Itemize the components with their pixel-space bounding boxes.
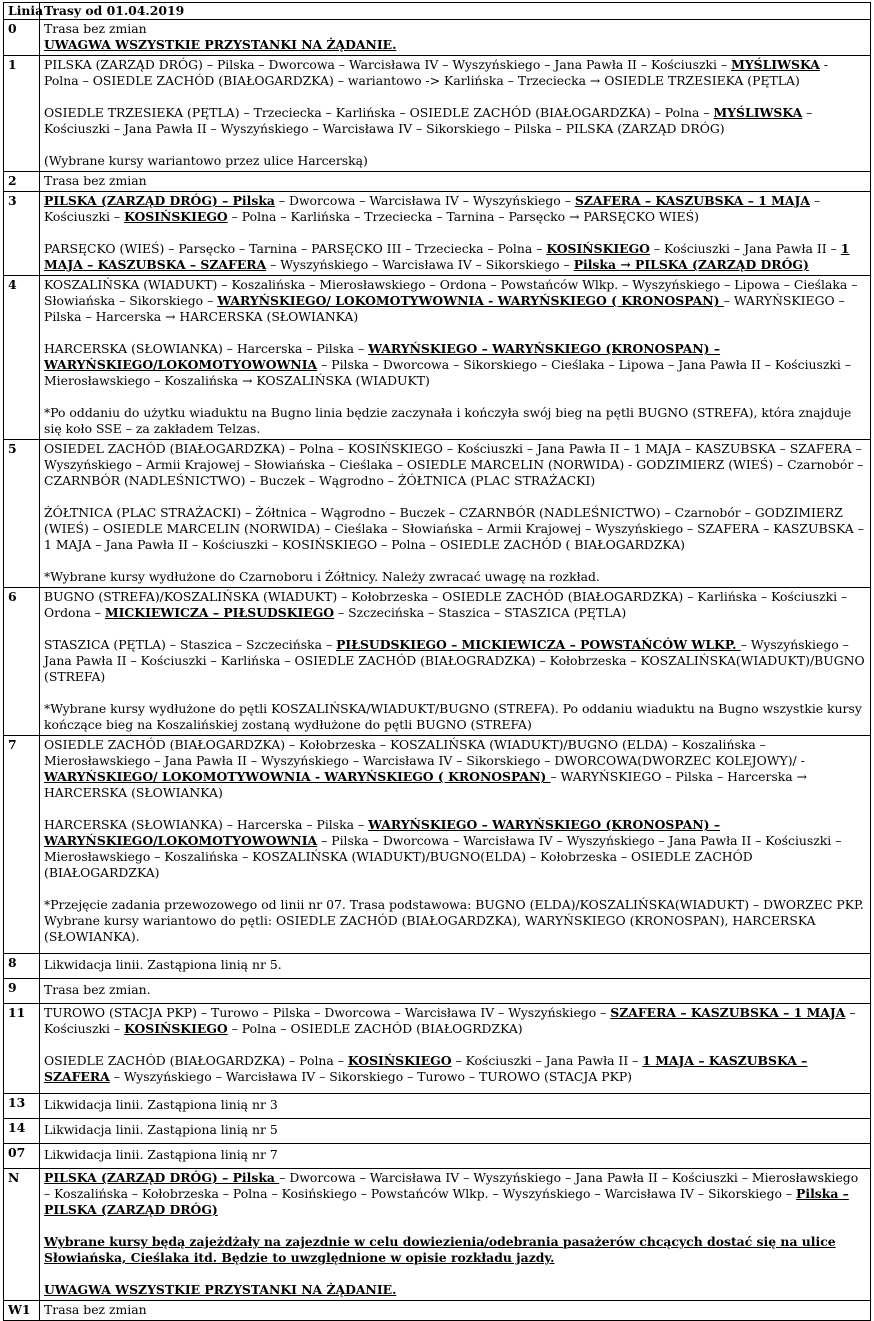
highlighted-stop: MICKIEWICZA – PIŁSUDSKIEGO — [104, 605, 335, 620]
line-number: 07 — [4, 1144, 40, 1169]
route-paragraph — [44, 737, 866, 801]
route-text: – WARYŃSKIEGO – Pilska – Harcerska → HARCERSKA (SŁOWIANKA) — [44, 293, 845, 324]
route-text: – Dworcowa – Warcisława IV – Wyszyńskiego – Jana Pawła II – Kościuszki – Mierosławskiego – Koszalińska – Kołobrzeska – Polna – Kosińskiego – Powstańców Wlkp. – Wyszyńskiego – Warcisława IV – Sikorskiego – — [44, 1170, 859, 1201]
route-paragraph — [44, 1147, 866, 1163]
highlighted-stop: 1 MAJA – KASZUBSKA – SZAFERA — [44, 241, 850, 272]
highlighted-stop: WARYŃSKIEGO – WARYŃSKIEGO (KRONOSPAN) – WARYŃSKIEGO/LOKOMOTYOWOWNIA — [44, 817, 721, 848]
route-paragraph — [44, 1005, 866, 1037]
route-text: Trasa bez zmian — [44, 1302, 147, 1317]
route-paragraph — [44, 569, 866, 585]
line-number: 6 — [4, 588, 40, 736]
route-text: BUGNO (STREFA)/KOSZALIŃSKA (WIADUKT) – Kołobrzeska – OSIEDLE ZACHÓD (BIAŁOGARDZKA) – Karlińska – Kościuszki – Ordona – — [44, 589, 848, 620]
line-number: W1 — [4, 1301, 40, 1321]
route-text: Trasa bez zmian — [44, 21, 147, 36]
line-number: 11 — [4, 1004, 40, 1094]
table-row — [4, 979, 871, 1004]
highlighted-stop: UWAGWA WSZYSTKIE PRZYSTANKI NA ŻĄDANIE. — [44, 37, 397, 52]
highlighted-stop: Pilska → PILSKA (ZARZĄD DRÓG) — [573, 257, 809, 272]
line-number: 13 — [4, 1094, 40, 1119]
route-description — [40, 1094, 871, 1119]
route-paragraph — [44, 173, 866, 189]
table-row — [4, 192, 871, 276]
route-text: OSIEDLE TRZESIEKA (PĘTLA) – Trzeciecka – Karlińska – OSIEDLE ZACHÓD (BIAŁOGARDZKA) – Polna – — [44, 105, 714, 120]
route-text: – Wyszyńskiego – Warcisława IV – Sikorskiego – Turowo – TUROWO (STACJA PKP) — [109, 1069, 632, 1084]
route-text: *Po oddaniu do użytku wiaduktu na Bugno linia będzie zaczynała i kończyła swój bieg na pętli BUGNO (STREFA), która znajduje się koło SSE – za zakładem Telzas. — [44, 405, 852, 436]
table-row — [4, 440, 871, 588]
route-paragraph — [44, 701, 866, 733]
header-routes: Trasy od 01.04.2019 — [40, 3, 871, 20]
route-paragraph — [44, 1170, 866, 1218]
route-text: – Szczecińska – Staszica – STASZICA (PĘTLA) — [334, 605, 627, 620]
route-text: Likwidacja linii. Zastąpiona linią nr 5. — [44, 957, 282, 972]
route-description — [40, 1144, 871, 1169]
table-row — [4, 1301, 871, 1321]
route-text: PARSĘCKO (WIEŚ) – Parsęcko – Tarnina – PARSĘCKO III – Trzeciecka – Polna – — [44, 241, 547, 256]
route-text: ŻÓŁTNICA (PLAC STRAŻACKI) – Żółtnica – Wągrodno – Buczek – CZARNBÓR (NADLEŚNICTWO) – Czarnobór – GODZIMIERZ (WIEŚ) – OSIEDLE MARCELIN (NORWIDA) – Cieślaka – Słowiańska – Armii Krajowej – Wyszyńskiego – SZAFERA – KASZUBSKA – 1 MAJA – Jana Pawła II – Kościuszki – KOSIŃSKIEGO – Polna – OSIEDLE ZACHÓD ( BIAŁOGARDZKA) — [44, 505, 864, 552]
route-paragraph — [44, 193, 866, 225]
route-paragraph — [44, 589, 866, 621]
route-text: Likwidacja linii. Zastąpiona linią nr 5 — [44, 1122, 278, 1137]
line-number: 2 — [4, 172, 40, 192]
route-text: PILSKA (ZARZĄD DRÓG) – Pilska – Dworcowa – Warcisława IV – Wyszyńskiego – Jana Pawła II – Kościuszki – — [44, 57, 732, 72]
route-text: OSIEDLE ZACHÓD (BIAŁOGARDZKA) – Kołobrzeska – KOSZALIŃSKA (WIADUKT)/BUGNO (ELDA) – Koszalińska – Mierosławskiego – Jana Pawła II – Wyszyńskiego – Warcisława IV – Sikorskiego – DWORCOWA(DWORZEC KOLEJOWY)/ - — [44, 737, 805, 768]
route-text: Trasa bez zmian. — [44, 982, 151, 997]
route-description — [40, 954, 871, 979]
highlighted-stop: 1 MAJA – KASZUBSKA – SZAFERA — [44, 1053, 808, 1084]
route-description — [40, 276, 871, 440]
route-text: – Dworcowa – Warcisława IV – Wyszyńskiego – — [274, 193, 575, 208]
highlighted-stop: PIŁSUDSKIEGO – MICKIEWICZA – POWSTAŃCÓW WLKP. — [336, 637, 741, 652]
route-paragraph — [44, 1302, 866, 1318]
highlighted-stop: MYŚLIWSKA — [731, 57, 820, 72]
highlighted-stop: SZAFERA – KASZUBSKA – 1 MAJA — [610, 1005, 846, 1020]
line-number: 1 — [4, 56, 40, 172]
table-row — [4, 954, 871, 979]
route-description — [40, 192, 871, 276]
route-paragraph — [44, 105, 866, 137]
route-text: – WARYŃSKIEGO – Pilska – Harcerska → HARCERSKA (SŁOWIANKA) — [44, 769, 808, 800]
highlighted-stop: WARYŃSKIEGO/ LOKOMOTYWOWNIA - WARYŃSKIEGO ( KRONOSPAN) — [44, 769, 551, 784]
route-description — [40, 1169, 871, 1301]
route-paragraph — [44, 1122, 866, 1138]
line-number: 14 — [4, 1119, 40, 1144]
route-paragraph — [44, 341, 866, 389]
route-text: *Wybrane kursy wydłużone do Czarnoboru i Żółtnicy. Należy zwracać uwagę na rozkład. — [44, 569, 600, 584]
route-text: – Kościuszki – Jana Pawła II – — [649, 241, 841, 256]
route-text: (Wybrane kursy wariantowo przez ulice Harcerską) — [44, 153, 368, 168]
route-description — [40, 440, 871, 588]
route-paragraph — [44, 982, 866, 998]
route-description — [40, 736, 871, 954]
route-text: OSIEDLE ZACHÓD (BIAŁOGARDZKA) – Polna – — [44, 1053, 348, 1068]
line-number: 3 — [4, 192, 40, 276]
route-description — [40, 172, 871, 192]
route-paragraph — [44, 441, 866, 489]
route-text: - Polna – OSIEDLE ZACHÓD (BIAŁOGARDZKA) – wariantowo -> Karlińska – Trzeciecka → OSIEDLE TRZESIEKA (PĘTLA) — [44, 57, 828, 88]
highlighted-stop: KOSIŃSKIEGO — [347, 1053, 452, 1068]
route-paragraph — [44, 277, 866, 325]
table-row — [4, 1094, 871, 1119]
line-number: N — [4, 1169, 40, 1301]
route-paragraph — [44, 405, 866, 437]
route-text: HARCERSKA (SŁOWIANKA) – Harcerska – Pilska – — [44, 341, 369, 356]
route-paragraph — [44, 1097, 866, 1113]
table-row — [4, 736, 871, 954]
line-number: 0 — [4, 20, 40, 56]
table-row — [4, 1119, 871, 1144]
route-text: Likwidacja linii. Zastąpiona linią nr 7 — [44, 1147, 278, 1162]
route-text: STASZICA (PĘTLA) – Staszica – Szczecińska – — [44, 637, 337, 652]
route-paragraph — [44, 37, 866, 53]
route-paragraph — [44, 1234, 866, 1266]
highlighted-stop: Pilska – PILSKA (ZARZĄD DRÓG) — [44, 1186, 849, 1217]
route-text: OSIEDEL ZACHÓD (BIAŁOGARDZKA) – Polna – KOSIŃSKIEGO – Kościuszki – Jana Pawła II – 1 MAJA – KASZUBSKA – SZAFERA – Wyszyńskiego – Armii Krajowej – Słowiańska – Cieślaka – OSIEDLE MARCELIN (NORWIDA) - GODZIMIERZ (WIEŚ) – Czarnobór – CZARNBÓR (NADLEŚNICTWO) – Buczek – Wągrodno – ŻÓŁTNICA (PLAC STRAŻACKI) — [44, 441, 864, 488]
route-description — [40, 588, 871, 736]
route-text: Likwidacja linii. Zastąpiona linią nr 3 — [44, 1097, 278, 1112]
route-text: – Kościuszki – — [44, 193, 821, 224]
table-row — [4, 276, 871, 440]
highlighted-stop: PILSKA (ZARZĄD DRÓG) – Pilska — [44, 1170, 280, 1185]
route-paragraph — [44, 1282, 866, 1298]
table-row — [4, 1004, 871, 1094]
highlighted-stop: SZAFERA – KASZUBSKA – 1 MAJA — [574, 193, 810, 208]
routes-table — [3, 2, 871, 1321]
route-text: TUROWO (STACJA PKP) – Turowo – Pilska – Dworcowa – Warcisława IV – Wyszyńskiego – — [44, 1005, 611, 1020]
route-description — [40, 979, 871, 1004]
route-text: KOSZALIŃSKA (WIADUKT) – Koszalińska – Mierosławskiego – Ordona – Powstańców Wlkp. – Wyszyńskiego – Lipowa – Cieślaka – Słowiańska – Sikorskiego – — [44, 277, 858, 308]
route-text: *Wybrane kursy wydłużone do pętli KOSZALIŃSKA/WIADUKT/BUGNO (STREFA). Po oddaniu wiaduktu na Bugno wszystkie kursy kończące bieg na Koszalińskiej zostaną wydłużone do pętli BUGNO (STREFA) — [44, 701, 862, 732]
line-number: 5 — [4, 440, 40, 588]
route-text: *Przejęcie zadania przewozowego od linii nr 07. Trasa podstawowa: BUGNO (ELDA)/KOSZALIŃSKA(WIADUKT) – DWORZEC PKP. Wybrane kursy wariantowo do pętli: OSIEDLE ZACHÓD (BIAŁOGARDZKA), WARYŃSKIEGO (KRONOSPAN), HARCERSKA (SŁOWIANKA). — [44, 897, 864, 944]
route-paragraph — [44, 57, 866, 89]
route-text: – Wyszyńskiego – Warcisława IV – Sikorskiego – — [266, 257, 574, 272]
route-description — [40, 20, 871, 56]
route-paragraph — [44, 153, 866, 169]
line-number: 8 — [4, 954, 40, 979]
route-paragraph — [44, 817, 866, 881]
route-text: – Kościuszki – Jana Pawła II – — [451, 1053, 643, 1068]
route-paragraph — [44, 1053, 866, 1085]
route-paragraph — [44, 241, 866, 273]
route-text: – Kościuszki – — [44, 1005, 856, 1036]
highlighted-stop: KOSIŃSKIEGO — [124, 1021, 228, 1036]
route-description — [40, 1301, 871, 1321]
route-paragraph — [44, 505, 866, 553]
highlighted-stop: UWAGWA WSZYSTKIE PRZYSTANKI NA ŻĄDANIE. — [44, 1282, 397, 1297]
table-row — [4, 1169, 871, 1301]
line-number: 4 — [4, 276, 40, 440]
line-number: 9 — [4, 979, 40, 1004]
header-line: Linia — [4, 3, 40, 20]
highlighted-stop: PILSKA (ZARZĄD DRÓG) – Pilska — [44, 193, 275, 208]
table-row — [4, 1144, 871, 1169]
line-number: 7 — [4, 736, 40, 954]
table-row — [4, 56, 871, 172]
route-text: HARCERSKA (SŁOWIANKA) – Harcerska – Pilska – — [44, 817, 369, 832]
route-text: – Polna – OSIEDLE ZACHÓD (BIAŁOGRDZKA) — [227, 1021, 523, 1036]
route-text: – Wyszyńskiego – Jana Pawła II – Kościuszki – Karlińska – OSIEDLE ZACHÓD (BIAŁOGRADZKA) – Kołobrzeska – KOSZALIŃSKA(WIADUKT)/BUGNO (STREFA) — [44, 637, 865, 684]
header-row — [4, 3, 871, 20]
highlighted-stop: WARYŃSKIEGO/ LOKOMOTYWOWNIA - WARYŃSKIEGO ( KRONOSPAN) — [217, 293, 724, 308]
route-paragraph — [44, 897, 866, 945]
route-text: – Kościuszki – Jana Pawła II – Wyszyńskiego – Warcisława IV – Sikorskiego – Pilska – PILSKA (ZARZĄD DRÓG) — [44, 105, 813, 136]
highlighted-stop: Wybrane kursy będą zajeżdżały na zajezdnie w celu dowiezienia/odebrania pasażerów chcących dostać się na ulice Słowiańska, Cieślaka itd. Będzie to uwzględnione w opisie rozkładu jazdy. — [44, 1234, 836, 1265]
highlighted-stop: MYŚLIWSKA — [713, 105, 803, 120]
route-description — [40, 1004, 871, 1094]
route-paragraph — [44, 637, 866, 685]
table-row — [4, 172, 871, 192]
route-paragraph — [44, 21, 866, 37]
route-text: – Pilska – Dworcowa – Warcisława IV – Wyszyńskiego – Jana Pawła II – Kościuszki – Mierosławskiego – Koszalińska – KOSZALIŃSKA (WIADUKT)/BUGNO(ELDA) – Kołobrzeska – OSIEDLE ZACHÓD (BIAŁOGARDZKA) — [44, 833, 842, 880]
route-text: – Pilska – Dworcowa – Sikorskiego – Cieślaka – Lipowa – Jana Pawła II – Kościuszki – Mierosławskiego – Koszalińska → KOSZALIŃSKA (WIADUKT) — [44, 357, 852, 388]
route-description — [40, 1119, 871, 1144]
table-row — [4, 588, 871, 736]
highlighted-stop: KOSIŃSKIEGO — [546, 241, 650, 256]
highlighted-stop: WARYŃSKIEGO – WARYŃSKIEGO (KRONOSPAN) – WARYŃSKIEGO/LOKOMOTYOWOWNIA — [44, 341, 721, 372]
route-paragraph — [44, 957, 866, 973]
table-row — [4, 20, 871, 56]
routes-body — [4, 20, 871, 1321]
route-description — [40, 56, 871, 172]
route-text: – Polna – Karlińska – Trzeciecka – Tarnina – Parsęcko → PARSĘCKO WIEŚ) — [227, 209, 699, 224]
highlighted-stop: KOSIŃSKIEGO — [124, 209, 228, 224]
route-text: Trasa bez zmian — [44, 173, 147, 188]
